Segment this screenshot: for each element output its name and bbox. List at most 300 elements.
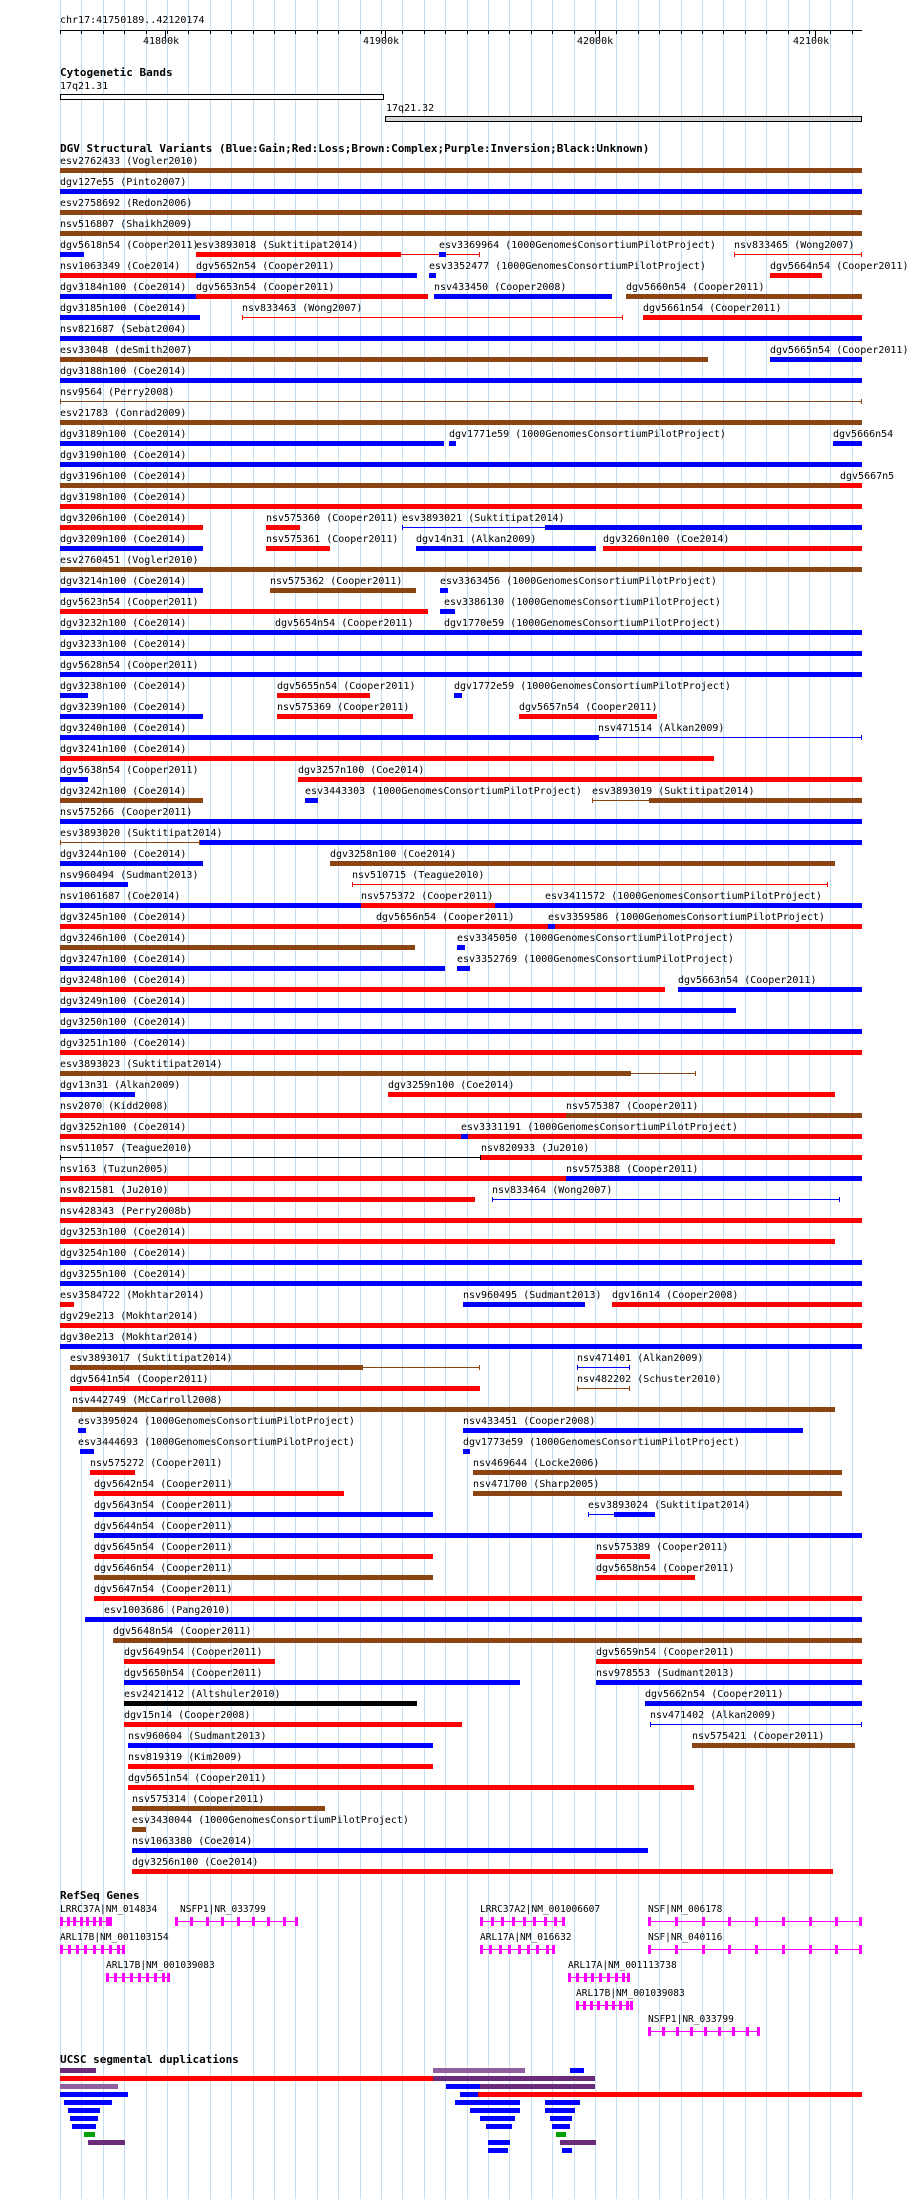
variant-label[interactable]: nsv575272 (Cooper2011) xyxy=(90,1458,223,1469)
variant-bar[interactable] xyxy=(588,1514,615,1515)
variant-bar[interactable] xyxy=(60,546,203,551)
variant-bar[interactable] xyxy=(60,609,428,614)
variant-label[interactable]: esv3411572 (1000GenomesConsortiumPilotProject) xyxy=(545,891,822,902)
variant-bar[interactable] xyxy=(596,1680,862,1685)
variant-label[interactable]: dgv5642n54 (Cooper2011) xyxy=(94,1479,233,1490)
variant-bar[interactable] xyxy=(270,588,416,593)
variant-bar[interactable] xyxy=(94,1512,433,1517)
gene-exon[interactable] xyxy=(68,1945,71,1954)
variant-bar[interactable] xyxy=(416,546,596,551)
gene-exon[interactable] xyxy=(154,1973,157,1982)
gene-exon[interactable] xyxy=(480,1945,483,1954)
variant-bar[interactable] xyxy=(60,588,203,593)
variant-bar[interactable] xyxy=(124,1680,520,1685)
gene-label[interactable]: NSF|NM_006178 xyxy=(648,1904,723,1915)
segdup-bar[interactable] xyxy=(480,2116,515,2121)
variant-label[interactable]: dgv127e55 (Pinto2007) xyxy=(60,177,187,188)
segdup-bar[interactable] xyxy=(60,2076,435,2081)
variant-label[interactable]: dgv5666n54 xyxy=(833,429,894,440)
variant-bar[interactable] xyxy=(277,714,413,719)
variant-bar[interactable] xyxy=(266,546,330,551)
variant-label[interactable]: nsv428343 (Perry2008b) xyxy=(60,1206,193,1217)
gene-exon[interactable] xyxy=(544,1917,547,1926)
gene-exon[interactable] xyxy=(237,1917,240,1926)
variant-label[interactable]: nsv575314 (Cooper2011) xyxy=(132,1794,265,1805)
variant-bar[interactable] xyxy=(615,1512,655,1517)
variant-bar[interactable] xyxy=(60,315,200,320)
gene-exon[interactable] xyxy=(590,2001,593,2010)
gene-exon[interactable] xyxy=(552,1945,555,1954)
gene-exon[interactable] xyxy=(80,1917,83,1926)
variant-bar[interactable] xyxy=(60,1260,862,1265)
variant-bar[interactable] xyxy=(60,756,714,761)
gene-exon[interactable] xyxy=(167,1973,170,1982)
variant-bar[interactable] xyxy=(196,273,417,278)
variant-bar[interactable] xyxy=(362,1367,480,1368)
gene-exon[interactable] xyxy=(206,1917,209,1926)
variant-label[interactable]: dgv3246n100 (Coe2014) xyxy=(60,933,187,944)
gene-exon[interactable] xyxy=(99,1917,102,1926)
variant-bar[interactable] xyxy=(275,630,415,635)
variant-label[interactable]: esv3584722 (Mokhtar2014) xyxy=(60,1290,205,1301)
gene-exon[interactable] xyxy=(859,1945,862,1954)
variant-bar[interactable] xyxy=(266,525,300,530)
variant-label[interactable]: nsv516807 (Shaikh2009) xyxy=(60,219,193,230)
segdup-bar[interactable] xyxy=(552,2124,570,2129)
variant-label[interactable]: nsv469644 (Locke2006) xyxy=(473,1458,600,1469)
variant-label[interactable]: nsv833463 (Wong2007) xyxy=(242,303,363,314)
variant-bar[interactable] xyxy=(94,1554,433,1559)
gene-exon[interactable] xyxy=(702,1917,705,1926)
variant-bar[interactable] xyxy=(457,966,470,971)
gene-exon[interactable] xyxy=(86,1917,89,1926)
variant-bar[interactable] xyxy=(124,1722,462,1727)
gene-exon[interactable] xyxy=(612,2001,615,2010)
variant-label[interactable]: dgv3188n100 (Coe2014) xyxy=(60,366,187,377)
segdup-bar[interactable] xyxy=(60,2092,128,2097)
variant-label[interactable]: dgv5664n54 (Cooper2011) xyxy=(770,261,908,272)
gene-exon[interactable] xyxy=(599,1973,602,1982)
variant-bar[interactable] xyxy=(598,737,862,738)
variant-label[interactable]: dgv5644n54 (Cooper2011) xyxy=(94,1521,233,1532)
gene-exon[interactable] xyxy=(512,1917,515,1926)
variant-bar[interactable] xyxy=(577,1367,630,1368)
variant-label[interactable]: dgv5657n54 (Cooper2011) xyxy=(519,702,658,713)
variant-label[interactable]: dgv5645n54 (Cooper2011) xyxy=(94,1542,233,1553)
cyto-band-2-label[interactable]: 17q21.32 xyxy=(386,103,435,114)
variant-label[interactable]: esv2758692 (Redon2006) xyxy=(60,198,193,209)
variant-bar[interactable] xyxy=(60,210,862,215)
variant-label[interactable]: dgv3238n100 (Coe2014) xyxy=(60,681,187,692)
variant-bar[interactable] xyxy=(60,798,203,803)
gene-exon[interactable] xyxy=(499,1945,502,1954)
variant-label[interactable]: esv3352769 (1000GenomesConsortiumPilotProject) xyxy=(457,954,734,965)
variant-label[interactable]: esv3430044 (1000GenomesConsortiumPilotProject) xyxy=(132,1815,409,1826)
gene-exon[interactable] xyxy=(527,1945,530,1954)
variant-label[interactable]: nsv575389 (Cooper2011) xyxy=(596,1542,729,1553)
variant-label[interactable]: dgv5660n54 (Cooper2011) xyxy=(626,282,765,293)
gene-exon[interactable] xyxy=(576,2001,579,2010)
variant-label[interactable]: nsv433451 (Cooper2008) xyxy=(463,1416,596,1427)
segdup-bar[interactable] xyxy=(72,2124,96,2129)
variant-label[interactable]: nsv821687 (Sebat2004) xyxy=(60,324,187,335)
variant-bar[interactable] xyxy=(630,1073,696,1074)
variant-label[interactable]: esv2760451 (Vogler2010) xyxy=(60,555,199,566)
variant-label[interactable]: dgv5667n5 xyxy=(840,471,895,482)
gene-exon[interactable] xyxy=(835,1917,838,1926)
variant-label[interactable]: nsv575387 (Cooper2011) xyxy=(566,1101,699,1112)
gene-label[interactable]: LRRC37A2|NM_001006607 xyxy=(480,1904,601,1915)
gene-exon[interactable] xyxy=(523,1917,526,1926)
variant-bar[interactable] xyxy=(60,504,862,509)
gene-exon[interactable] xyxy=(675,1945,678,1954)
gene-exon[interactable] xyxy=(554,1917,557,1926)
gene-exon[interactable] xyxy=(597,2001,600,2010)
variant-label[interactable]: dgv5659n54 (Cooper2011) xyxy=(596,1647,735,1658)
variant-bar[interactable] xyxy=(60,1239,835,1244)
variant-label[interactable]: esv3363456 (1000GenomesConsortiumPilotProject) xyxy=(440,576,717,587)
variant-label[interactable]: dgv3249n100 (Coe2014) xyxy=(60,996,187,1007)
variant-label[interactable]: nsv960494 (Sudmant2013) xyxy=(60,870,199,881)
variant-label[interactable]: nsv471402 (Alkan2009) xyxy=(650,1710,777,1721)
variant-bar[interactable] xyxy=(60,630,862,635)
variant-bar[interactable] xyxy=(132,1806,325,1811)
variant-label[interactable]: nsv163 (Tuzun2005) xyxy=(60,1164,169,1175)
variant-label[interactable]: nsv482202 (Schuster2010) xyxy=(577,1374,722,1385)
variant-bar[interactable] xyxy=(596,1575,695,1580)
variant-label[interactable]: nsv575361 (Cooper2011) xyxy=(266,534,399,545)
variant-bar[interactable] xyxy=(352,884,828,885)
variant-bar[interactable] xyxy=(60,1302,74,1307)
variant-bar[interactable] xyxy=(80,1449,94,1454)
variant-bar[interactable] xyxy=(132,1869,833,1874)
gene-exon[interactable] xyxy=(93,1917,96,1926)
variant-bar[interactable] xyxy=(643,315,862,320)
variant-bar[interactable] xyxy=(60,273,200,278)
gene-label[interactable]: NSFP1|NR_033799 xyxy=(180,1904,266,1915)
variant-label[interactable]: dgv3244n100 (Coe2014) xyxy=(60,849,187,860)
variant-bar[interactable] xyxy=(60,1218,862,1223)
variant-bar[interactable] xyxy=(429,273,436,278)
variant-bar[interactable] xyxy=(60,651,862,656)
gene-exon[interactable] xyxy=(295,1917,298,1926)
variant-label[interactable]: nsv471700 (Sharp2005) xyxy=(473,1479,600,1490)
gene-exon[interactable] xyxy=(175,1917,178,1926)
segdup-bar[interactable] xyxy=(570,2068,584,2073)
variant-label[interactable]: dgv3209n100 (Coe2014) xyxy=(60,534,187,545)
variant-bar[interactable] xyxy=(60,483,862,488)
gene-exon[interactable] xyxy=(190,1917,193,1926)
gene-exon[interactable] xyxy=(480,1917,483,1926)
variant-bar[interactable] xyxy=(128,1743,433,1748)
variant-label[interactable]: dgv13n31 (Alkan2009) xyxy=(60,1080,181,1091)
variant-label[interactable]: dgv5658n54 (Cooper2011) xyxy=(596,1563,735,1574)
gene-exon[interactable] xyxy=(114,1973,117,1982)
variant-label[interactable]: dgv5662n54 (Cooper2011) xyxy=(645,1689,784,1700)
variant-bar[interactable] xyxy=(492,1199,840,1200)
variant-bar[interactable] xyxy=(305,798,318,803)
variant-label[interactable]: esv3359586 (1000GenomesConsortiumPilotProject) xyxy=(548,912,825,923)
gene-exon[interactable] xyxy=(702,1945,705,1954)
variant-bar[interactable] xyxy=(60,441,444,446)
variant-label[interactable]: nsv442749 (McCarroll2008) xyxy=(72,1395,223,1406)
variant-label[interactable]: esv2762433 (Vogler2010) xyxy=(60,156,199,167)
variant-bar[interactable] xyxy=(94,1596,862,1601)
variant-bar[interactable] xyxy=(577,1388,630,1389)
variant-label[interactable]: nsv511057 (Teague2010) xyxy=(60,1143,193,1154)
variant-label[interactable]: dgv3185n100 (Coe2014) xyxy=(60,303,187,314)
variant-bar[interactable] xyxy=(650,798,862,803)
gene-label[interactable]: ARL17B|NM_001039083 xyxy=(576,1988,685,1999)
variant-bar[interactable] xyxy=(94,1533,862,1538)
gene-exon[interactable] xyxy=(546,1945,549,1954)
variant-label[interactable]: dgv5648n54 (Cooper2011) xyxy=(113,1626,252,1637)
variant-label[interactable]: dgv5650n54 (Cooper2011) xyxy=(124,1668,263,1679)
gene-exon[interactable] xyxy=(591,1973,594,1982)
variant-label[interactable]: nsv575360 (Cooper2011) xyxy=(266,513,399,524)
variant-bar[interactable] xyxy=(128,1785,694,1790)
variant-label[interactable]: dgv1773e59 (1000GenomesConsortiumPilotProject) xyxy=(463,1437,740,1448)
variant-label[interactable]: dgv3252n100 (Coe2014) xyxy=(60,1122,187,1133)
variant-bar[interactable] xyxy=(85,1617,862,1622)
segdup-bar[interactable] xyxy=(433,2076,595,2081)
variant-bar[interactable] xyxy=(596,1554,650,1559)
variant-label[interactable]: esv3893017 (Suktitipat2014) xyxy=(70,1353,233,1364)
gene-exon[interactable] xyxy=(60,1945,63,1954)
variant-label[interactable]: esv21783 (Conrad2009) xyxy=(60,408,187,419)
variant-label[interactable]: dgv5618n54 (Cooper2011) xyxy=(60,240,199,251)
variant-bar[interactable] xyxy=(60,1008,736,1013)
segdup-bar[interactable] xyxy=(562,2148,572,2153)
variant-label[interactable]: esv3369964 (1000GenomesConsortiumPilotProject) xyxy=(439,240,716,251)
variant-bar[interactable] xyxy=(70,1386,480,1391)
variant-bar[interactable] xyxy=(60,735,598,740)
gene-exon[interactable] xyxy=(835,1945,838,1954)
variant-label[interactable]: dgv5649n54 (Cooper2011) xyxy=(124,1647,263,1658)
gene-exon[interactable] xyxy=(704,2027,707,2036)
variant-bar[interactable] xyxy=(94,1491,344,1496)
variant-bar[interactable] xyxy=(60,945,415,950)
segdup-bar[interactable] xyxy=(550,2116,572,2121)
gene-exon[interactable] xyxy=(622,1973,625,1982)
variant-bar[interactable] xyxy=(60,819,862,824)
variant-label[interactable]: dgv5643n54 (Cooper2011) xyxy=(94,1500,233,1511)
variant-bar[interactable] xyxy=(90,1470,135,1475)
variant-label[interactable]: nsv510715 (Teague2010) xyxy=(352,870,485,881)
gene-exon[interactable] xyxy=(73,1917,76,1926)
variant-label[interactable]: dgv14n31 (Alkan2009) xyxy=(416,534,537,545)
segdup-bar[interactable] xyxy=(560,2140,596,2145)
segdup-bar[interactable] xyxy=(480,2084,595,2089)
variant-label[interactable]: dgv3189n100 (Coe2014) xyxy=(60,429,187,440)
variant-label[interactable]: nsv960495 (Sudmant2013) xyxy=(463,1290,602,1301)
variant-label[interactable]: esv3893021 (Suktitipat2014) xyxy=(402,513,565,524)
variant-label[interactable]: esv2421412 (Altshuler2010) xyxy=(124,1689,281,1700)
gene-exon[interactable] xyxy=(101,1945,104,1954)
variant-label[interactable]: dgv3239n100 (Coe2014) xyxy=(60,702,187,713)
gene-exon[interactable] xyxy=(746,2027,749,2036)
gene-exon[interactable] xyxy=(690,2027,693,2036)
variant-label[interactable]: dgv5654n54 (Cooper2011) xyxy=(275,618,414,629)
variant-bar[interactable] xyxy=(60,777,88,782)
variant-label[interactable]: esv3443303 (1000GenomesConsortiumPilotProject) xyxy=(305,786,582,797)
variant-bar[interactable] xyxy=(734,254,862,255)
variant-bar[interactable] xyxy=(473,1491,842,1496)
variant-label[interactable]: dgv3259n100 (Coe2014) xyxy=(388,1080,515,1091)
variant-bar[interactable] xyxy=(60,966,445,971)
gene-exon[interactable] xyxy=(146,1973,149,1982)
variant-label[interactable]: nsv471514 (Alkan2009) xyxy=(598,723,725,734)
variant-label[interactable]: esv3893018 (Suktitipat2014) xyxy=(196,240,359,251)
variant-bar[interactable] xyxy=(833,441,862,446)
segdup-bar[interactable] xyxy=(545,2108,575,2113)
variant-bar[interactable] xyxy=(60,231,862,236)
variant-label[interactable]: dgv3245n100 (Coe2014) xyxy=(60,912,187,923)
variant-bar[interactable] xyxy=(444,630,448,635)
gene-exon[interactable] xyxy=(162,1973,165,1982)
variant-bar[interactable] xyxy=(626,294,862,299)
gene-exon[interactable] xyxy=(533,1917,536,1926)
variant-label[interactable]: nsv575388 (Cooper2011) xyxy=(566,1164,699,1175)
variant-bar[interactable] xyxy=(60,1092,135,1097)
variant-bar[interactable] xyxy=(60,401,862,402)
variant-label[interactable]: dgv3257n100 (Coe2014) xyxy=(298,765,425,776)
variant-label[interactable]: dgv3214n100 (Coe2014) xyxy=(60,576,187,587)
variant-label[interactable]: dgv5641n54 (Cooper2011) xyxy=(70,1374,209,1385)
variant-label[interactable]: dgv3247n100 (Coe2014) xyxy=(60,954,187,965)
variant-bar[interactable] xyxy=(60,1050,862,1055)
variant-bar[interactable] xyxy=(457,945,465,950)
variant-bar[interactable] xyxy=(60,357,708,362)
variant-label[interactable]: dgv5663n54 (Cooper2011) xyxy=(678,975,817,986)
variant-label[interactable]: dgv3190n100 (Coe2014) xyxy=(60,450,187,461)
variant-label[interactable]: esv3395024 (1000GenomesConsortiumPilotProject) xyxy=(78,1416,355,1427)
gene-exon[interactable] xyxy=(648,2027,651,2036)
variant-label[interactable]: nsv819319 (Kim2009) xyxy=(128,1752,243,1763)
variant-label[interactable]: nsv821581 (Ju2010) xyxy=(60,1185,169,1196)
variant-bar[interactable] xyxy=(60,378,862,383)
segdup-bar[interactable] xyxy=(84,2132,95,2137)
variant-label[interactable]: nsv575369 (Cooper2011) xyxy=(277,702,410,713)
segdup-bar[interactable] xyxy=(455,2100,520,2105)
gene-exon[interactable] xyxy=(732,2027,735,2036)
segdup-bar[interactable] xyxy=(60,2068,96,2073)
gene-exon[interactable] xyxy=(562,1917,565,1926)
variant-label[interactable]: esv3345050 (1000GenomesConsortiumPilotProject) xyxy=(457,933,734,944)
variant-bar[interactable] xyxy=(196,252,400,257)
variant-bar[interactable] xyxy=(376,924,510,929)
gene-exon[interactable] xyxy=(138,1973,141,1982)
segdup-bar[interactable] xyxy=(64,2100,112,2105)
variant-label[interactable]: dgv3206n100 (Coe2014) xyxy=(60,513,187,524)
variant-bar[interactable] xyxy=(548,924,555,929)
gene-label[interactable]: ARL17B|NM_001039083 xyxy=(106,1960,215,1971)
gene-label[interactable]: ARL17A|NM_001113738 xyxy=(568,1960,677,1971)
variant-label[interactable]: nsv575372 (Cooper2011) xyxy=(361,891,494,902)
gene-exon[interactable] xyxy=(809,1917,812,1926)
gene-exon[interactable] xyxy=(757,2027,760,2036)
variant-label[interactable]: nsv575421 (Cooper2011) xyxy=(692,1731,825,1742)
variant-label[interactable]: dgv3250n100 (Coe2014) xyxy=(60,1017,187,1028)
variant-label[interactable]: esv3386130 (1000GenomesConsortiumPilotProject) xyxy=(444,597,721,608)
variant-bar[interactable] xyxy=(330,861,835,866)
gene-exon[interactable] xyxy=(809,1945,812,1954)
variant-label[interactable]: nsv833465 (Wong2007) xyxy=(734,240,855,251)
gene-exon[interactable] xyxy=(630,2001,633,2010)
gene-exon[interactable] xyxy=(76,1945,79,1954)
variant-label[interactable]: dgv5661n54 (Cooper2011) xyxy=(643,303,782,314)
variant-bar[interactable] xyxy=(60,189,862,194)
gene-exon[interactable] xyxy=(605,2001,608,2010)
gene-exon[interactable] xyxy=(221,1917,224,1926)
segdup-bar[interactable] xyxy=(60,2084,118,2089)
gene-exon[interactable] xyxy=(755,1917,758,1926)
variant-label[interactable]: nsv575362 (Cooper2011) xyxy=(270,576,403,587)
variant-label[interactable]: esv3893023 (Suktitipat2014) xyxy=(60,1059,223,1070)
gene-exon[interactable] xyxy=(60,1917,63,1926)
gene-label[interactable]: ARL17A|NM_016632 xyxy=(480,1932,572,1943)
variant-bar[interactable] xyxy=(124,1659,275,1664)
variant-label[interactable]: nsv1063380 (Coe2014) xyxy=(132,1836,253,1847)
variant-bar[interactable] xyxy=(60,1157,481,1158)
variant-label[interactable]: dgv5638n54 (Cooper2011) xyxy=(60,765,199,776)
gene-exon[interactable] xyxy=(109,1917,112,1926)
segdup-bar[interactable] xyxy=(470,2108,520,2113)
cyto-band-1-label[interactable]: 17q21.31 xyxy=(60,81,109,92)
variant-label[interactable]: nsv575266 (Cooper2011) xyxy=(60,807,193,818)
variant-label[interactable]: esv3893020 (Suktitipat2014) xyxy=(60,828,223,839)
variant-bar[interactable] xyxy=(60,294,203,299)
gene-exon[interactable] xyxy=(728,1945,731,1954)
variant-bar[interactable] xyxy=(60,525,203,530)
variant-bar[interactable] xyxy=(449,441,456,446)
variant-label[interactable]: dgv5651n54 (Cooper2011) xyxy=(128,1773,267,1784)
variant-bar[interactable] xyxy=(132,1827,146,1832)
variant-bar[interactable] xyxy=(78,1428,86,1433)
variant-label[interactable]: nsv820933 (Ju2010) xyxy=(481,1143,590,1154)
variant-bar[interactable] xyxy=(463,1302,585,1307)
variant-bar[interactable] xyxy=(132,1848,648,1853)
variant-bar[interactable] xyxy=(481,1155,862,1160)
cyto-band-1[interactable] xyxy=(60,94,384,100)
variant-bar[interactable] xyxy=(60,168,862,173)
variant-bar[interactable] xyxy=(200,840,862,845)
variant-bar[interactable] xyxy=(770,273,822,278)
variant-bar[interactable] xyxy=(545,903,553,908)
gene-exon[interactable] xyxy=(252,1917,255,1926)
variant-bar[interactable] xyxy=(60,861,203,866)
variant-label[interactable]: nsv1063349 (Coe2014) xyxy=(60,261,181,272)
variant-label[interactable]: nsv433450 (Cooper2008) xyxy=(434,282,567,293)
variant-label[interactable]: nsv978553 (Sudmant2013) xyxy=(596,1668,735,1679)
variant-bar[interactable] xyxy=(72,1407,835,1412)
gene-exon[interactable] xyxy=(489,1945,492,1954)
variant-label[interactable]: dgv3253n100 (Coe2014) xyxy=(60,1227,187,1238)
variant-bar[interactable] xyxy=(128,1764,433,1769)
variant-bar[interactable] xyxy=(454,693,462,698)
variant-bar[interactable] xyxy=(60,1323,862,1328)
variant-bar[interactable] xyxy=(60,1344,862,1349)
gene-exon[interactable] xyxy=(584,1973,587,1982)
variant-bar[interactable] xyxy=(463,1428,803,1433)
variant-label[interactable]: nsv2070 (Kidd2008) xyxy=(60,1101,169,1112)
gene-exon[interactable] xyxy=(67,1917,70,1926)
gene-exon[interactable] xyxy=(615,1973,618,1982)
gene-label[interactable]: NSFP1|NR_033799 xyxy=(648,2014,734,2025)
gene-exon[interactable] xyxy=(675,1917,678,1926)
variant-label[interactable]: dgv3233n100 (Coe2014) xyxy=(60,639,187,650)
variant-label[interactable]: dgv3241n100 (Coe2014) xyxy=(60,744,187,755)
